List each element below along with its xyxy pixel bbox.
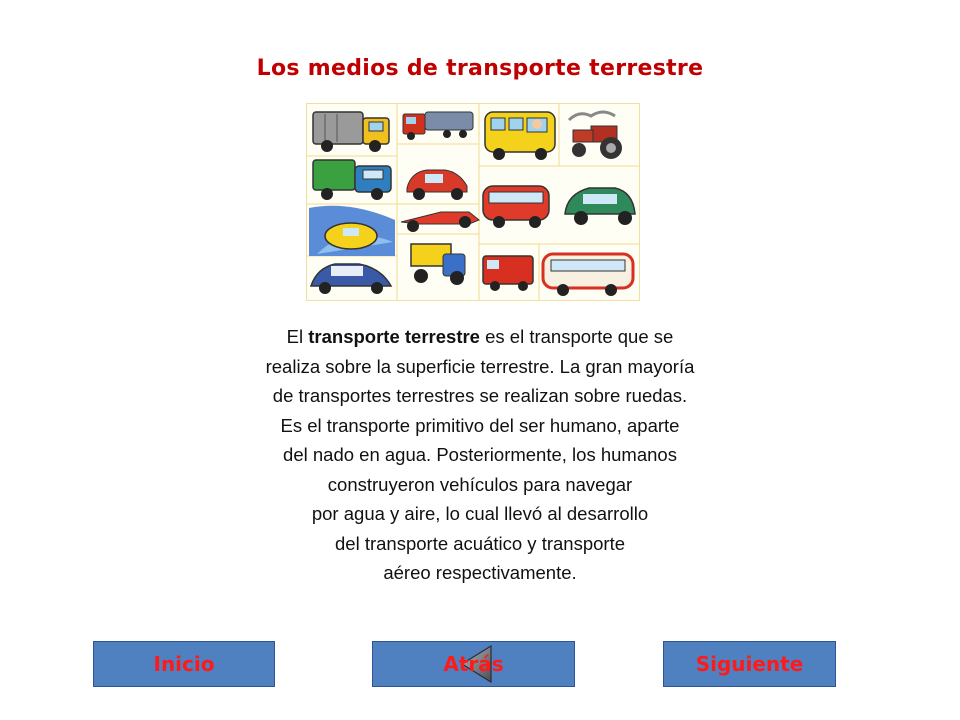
race-car-icon [401,212,479,232]
text-line-7: por agua y aire, lo cual llevó al desarrollo [311,503,649,524]
text-line-1: El transporte terrestre es el transporte que se [286,326,674,347]
double-bus-icon [543,254,633,296]
atras-label: Atrás [443,652,504,676]
tractor-icon [569,112,622,159]
green-truck-icon [313,160,391,200]
text-line-4: Es el transporte primitivo del ser humano, aparte [280,414,680,436]
text-line-9: aéreo respectivamente. [383,562,577,583]
siguiente-label: Siguiente [695,652,804,676]
text-line-2: realiza sobre la superficie terrestre. La gran mayoría [265,355,695,377]
inicio-label: Inicio [153,652,215,676]
garbage-truck-icon [313,112,389,152]
text-line-6: construyeron vehículos para navegar [327,473,633,495]
text-line-3: de transportes terrestres se realizan sobre ruedas. [272,385,688,406]
bold-term: transporte terrestre [308,326,480,347]
yellow-car-icon [309,206,395,256]
transport-collage-image [306,103,640,301]
inicio-button[interactable] [93,641,275,687]
text-line-8: del transporte acuático y transporte [335,532,625,554]
siguiente-button[interactable] [663,641,836,687]
small-truck-icon [411,244,465,285]
red-bus-icon [483,186,549,228]
description-text [180,322,780,588]
suv-icon [565,188,635,225]
school-bus-icon [485,112,555,160]
atras-button[interactable] [372,641,575,687]
page-title: Los medios de transporte terrestre [256,56,704,81]
semi-truck-icon [403,112,473,140]
fire-truck-icon [483,256,533,291]
police-car-icon [311,264,391,294]
red-car-icon [407,170,467,200]
text-line-5: del nado en agua. Posteriormente, los humanos [283,444,677,465]
